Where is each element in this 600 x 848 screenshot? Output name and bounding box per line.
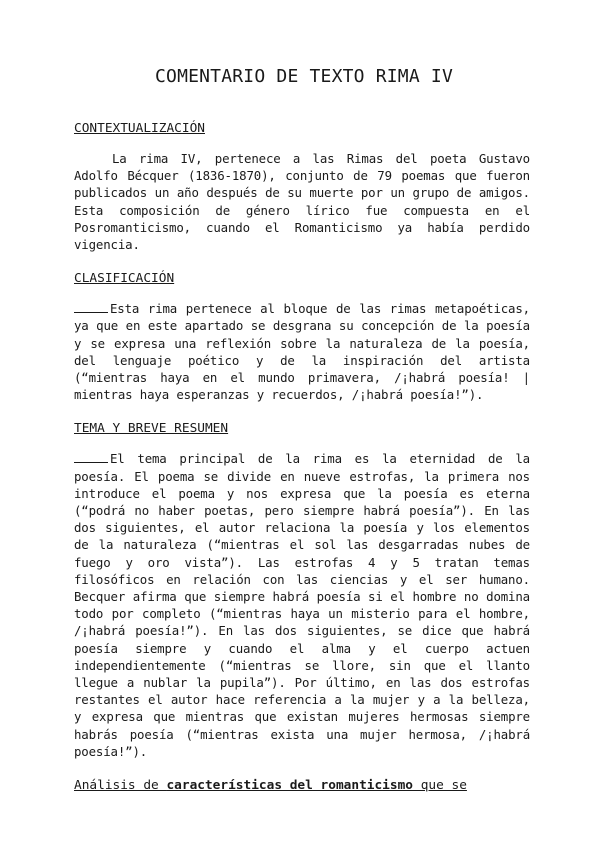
paragraph-clasificacion (74, 300, 530, 403)
page-title: COMENTARIO DE TEXTO RIMA IV (155, 66, 453, 87)
paragraph-clasificacion-text: Esta rima pertenece al bloque de las rimas metapoéticas, ya que en este apartado se desgrana su concepción de la poesía y se expresa una reflexión sobre la naturaleza de la poesía, del lenguaje poético y de la inspiración del artista (“mientras haya en el mundo primavera, /¡habrá poesía! | mientras haya esperanzas y recuerdos, /¡habrá poesía!”). (74, 301, 530, 403)
paragraph-tema-resumen (74, 450, 530, 760)
heading-analisis (74, 778, 530, 793)
heading-tema-resumen: TEMA Y BREVE RESUMEN (74, 421, 229, 437)
heading-analisis-after: que se (413, 778, 467, 794)
heading-analisis-before: Análisis de (74, 778, 167, 794)
paragraph-tema-resumen-text: El tema principal de la rima es la eternidad de la poesía. El poema se divide en nueve estrofas, la primera nos introduce el poema y nos expresa que la poesía es eterna (“podrá no haber poetas, pero siempre habrá poesía”). En las dos siguientes, el autor relaciona la poesía y los elementos de la naturaleza (“mientras el sol las desgarradas nubes de fuego y oro vista”). Las estrofas 4 y 5 tratan temas filosóficos en relación con las ciencias y el ser humano. Becquer afirma que siempre habrá poesía si el hombre no domina todo por completo (“mientras haya un misterio para el hombre, /¡habrá poesía!”). En las dos siguientes, se dice que habrá poesía siempre y cuando el alma y el cuerpo actuen independientemente (“mientras se llore, sin que el llanto llegue a nublar la pupila”). Por último, en las dos estrofas restantes el autor hace referencia a la mujer y a la belleza, y expresa que mientras que existan mujeres hermosas siempre habrás poesía (“mientras exista una mujer hermosa, /¡habrá poesía!”). (74, 451, 530, 759)
heading-contextualizacion: CONTEXTUALIZACIÓN (74, 121, 205, 136)
indent-blank-line (74, 302, 108, 313)
heading-clasificacion: CLASIFICACIÓN (74, 271, 175, 287)
paragraph-contextualizacion: La rima IV, pertenece a las Rimas del poeta Gustavo Adolfo Bécquer (1836-1870), conjunto de 79 poemas que fueron publicados un año después de su muerte por un grupo de amigos. Esta composición de género lírico fue compuesta en el Posromanticismo, cuando el Romanticismo ya había perdido vigencia. (74, 151, 530, 253)
indent-blank-line (74, 452, 108, 463)
heading-analisis-bold: características del romanticismo (166, 778, 413, 794)
